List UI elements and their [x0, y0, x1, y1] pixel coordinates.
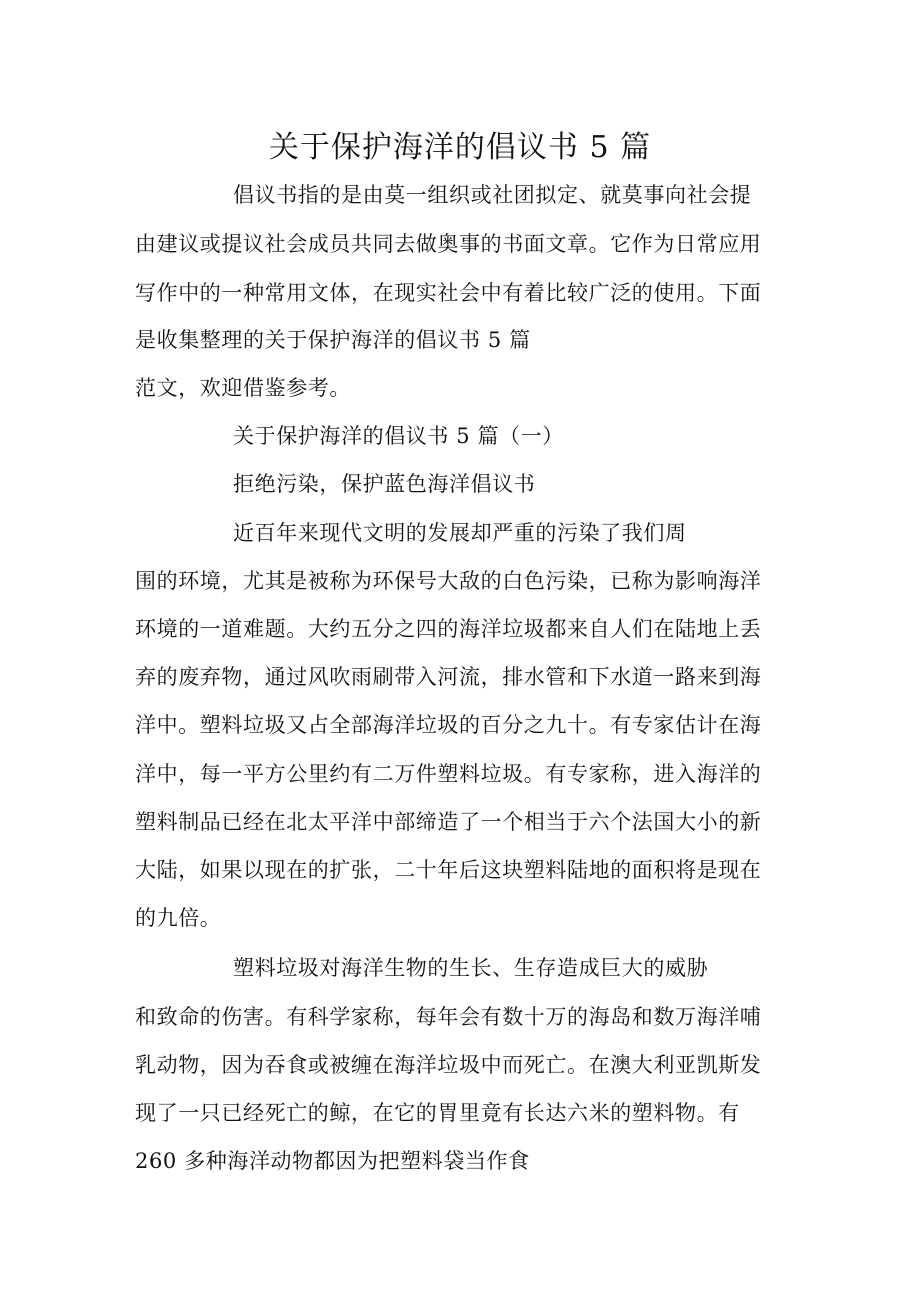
paragraph-line: 范文，欢迎借鉴参考。 — [135, 376, 351, 400]
paragraph-line: 洋中。塑料垃圾又占全部海洋垃圾的百分之九十。有专家估计在海 — [135, 713, 762, 737]
paragraph-line: 现了一只已经死亡的鲸，在它的胃里竟有长达六米的塑料物。有 — [135, 1101, 740, 1125]
paragraph-line: 弃的废弃物，通过风吹雨刷带入河流，排水管和下水道一路来到海 — [135, 665, 762, 689]
paragraph-line: 由建议或提议社会成员共同去做奥事的书面文章。它作为日常应用 — [135, 232, 762, 256]
paragraph-line: 围的环境，尤其是被称为环保号大敌的白色污染，已称为影响海洋 — [135, 569, 762, 593]
document-title: 关于保护海洋的倡议书 5 篇 — [268, 130, 652, 165]
paragraph-line: 环境的一道难题。大约五分之四的海洋垃圾都来自人们在陆地上丢 — [135, 617, 762, 641]
paragraph-line: 洋中，每一平方公里约有二万件塑料垃圾。有专家称，进入海洋的 — [135, 762, 762, 786]
section-heading: 关于保护海洋的倡议书 5 篇（一） — [233, 424, 564, 448]
paragraph-line: 和致命的伤害。有科学家称，每年会有数十万的海岛和数万海洋哺 — [135, 1005, 762, 1029]
sub-heading: 拒绝污染，保护蓝色海洋倡议书 — [233, 472, 536, 496]
paragraph-line: 是收集整理的关于保护海洋的倡议书 5 篇 — [135, 328, 531, 352]
paragraph-line: 大陆，如果以现在的扩张，二十年后这块塑料陆地的面积将是现在 — [135, 858, 762, 882]
paragraph-line: 近百年来现代文明的发展却严重的污染了我们周 — [233, 521, 687, 545]
paragraph-line: 塑料垃圾对海洋生物的生长、生存造成巨大的威胁 — [233, 956, 709, 980]
paragraph-line: 260 多种海洋动物都因为把塑料袋当作食 — [135, 1149, 530, 1173]
paragraph-line: 倡议书指的是由莫一组织或社团拟定、就莫事向社会提 — [233, 183, 752, 207]
paragraph-line: 写作中的一种常用文体，在现实社会中有着比较广泛的使用。下面 — [135, 281, 762, 305]
paragraph-line: 的九倍。 — [135, 906, 222, 930]
paragraph-line: 乳动物，因为吞食或被缠在海洋垃圾中而死亡。在澳大利亚凯斯发 — [135, 1053, 762, 1077]
paragraph-line: 塑料制品已经在北太平洋中部缔造了一个相当于六个法国大小的新 — [135, 810, 762, 834]
